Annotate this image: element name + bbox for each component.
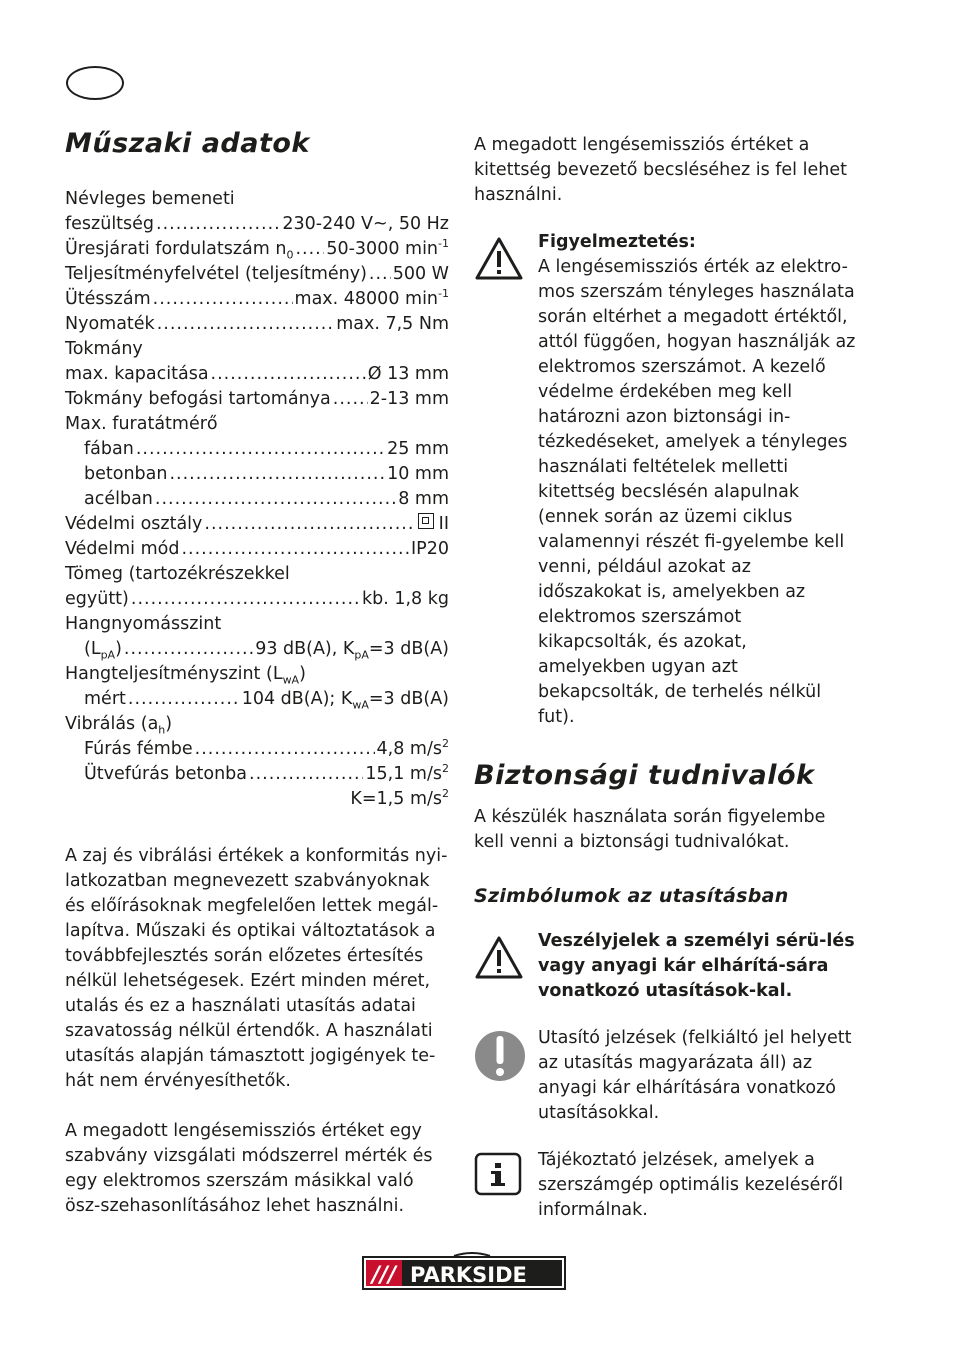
spec-row-vibration-hammer: Ütvefúrás betonba ..... 15,1 $m/s^2$ (65, 762, 449, 787)
spec-drill-label: Max. furatátmérő (65, 414, 218, 434)
spec-row-power: Teljesítményfelvétel (teljesítmény) ..... 500 W (65, 262, 449, 287)
svg-text:PARKSIDE: PARKSIDE (410, 1263, 527, 1287)
spec-row-weight: együtt) ..... kb. 1,8 kg (65, 587, 449, 612)
conformity-paragraph: A zaj és vibrálási értékek a konformitás nyi-latkozatban megnevezett szabványoknak és előírásoknak megfelelően lettek megál-lapítva. Műszaki és optikai változtatások a továbbfejlesztés során előzetes értesítés nélkül lehetségesek. Ezért minden méret, utalás és ez a használati utasítás adatai szavatosság nélkül értendők. A használati utasítás alapján támasztott jogigények te-hát nem érvényesíthetők. (65, 846, 448, 1091)
mandatory-symbol-row (474, 1026, 858, 1126)
right-column (474, 120, 858, 1223)
spec-row-sound-pressure: $(L_{pA})$ ..... 93 dB(A), $K_{pA}=3$ dB(A) (65, 637, 449, 662)
spec-sound-power-label: Hangteljesítményszint $(L_{wA})$ (65, 664, 306, 687)
spec-weight-label: Tömeg (tartozékrészekkel (65, 564, 290, 584)
warning-text: A lengésemissziós érték az elektro-mos szerszám tényleges használata során eltérhet a megadott értéktől, attól függően, hogyan használják az elektromos szerszámot. A kezelő védelme érdekében meg kell határozni azon biztonsági in-tézkedéseket, amelyek a tényleges használati feltételek melletti kitettség becslésén alapulnak (ennek során az üzemi ciklus valamennyi részét fi-gyelembe kell venni, például azokat az időszakokat is, amelyekben az elektromos szerszámot kikapcsolták, és azokat, amelyekben ugyan azt bekapcsolták, de terhelés nélkül fut). (538, 257, 856, 727)
info-symbol-text: Tájékoztató jelzések, amelyek a szerszámgép optimális kezeléséről informálnak. (538, 1150, 844, 1220)
danger-triangle-icon (474, 929, 538, 1004)
spec-row-wood: fában ..... 25 mm (65, 437, 449, 462)
info-icon (474, 1148, 538, 1223)
vibration-comparison-paragraph: A megadott lengésemissziós értéket egy szabvány vizsgálati módszerrel mérték és egy elektromos szerszám másikkal való ösz-szehasonlításához lehet használni. (65, 1121, 433, 1216)
spec-row-steel: acélban ..... 8 mm (65, 487, 449, 512)
technical-data-title: Műszaki adatok (65, 128, 310, 159)
spec-row-chuck-capacity: max. kapacitása ..... Ø 13 mm (65, 362, 449, 387)
danger-symbol-row (474, 929, 858, 1004)
info-symbol-row (474, 1148, 858, 1223)
spec-row-protection-mode: Védelmi mód ..... IP20 (65, 537, 449, 562)
danger-symbol-text: Veszélyjelek a személyi sérü-lés vagy anyagi kár elhárítá-sára vonatkozó utasítások-kal. (538, 931, 855, 1001)
spec-row-vibration-metal: Fúrás fémbe ..... 4,8 $m/s^2$ (65, 737, 449, 762)
spec-chuck-label: Tokmány (65, 339, 143, 359)
double-insulation-icon (418, 513, 434, 529)
vibration-warning (474, 230, 858, 730)
spec-vibration-uncertainty: K=1,5 $m/s^2$ (350, 787, 449, 809)
spec-list (65, 187, 449, 812)
safety-intro: A készülék használata során figyelembe kell venni a biztonsági tudnivalókat. (474, 807, 826, 852)
spec-row-torque: Nyomaték ..... max. 7,5 Nm (65, 312, 449, 337)
spec-row-impact-rate: Ütésszám ..... max. 48000 $\min^{-1}$ (65, 287, 449, 312)
spec-row-sound-power: mért ..... 104 dB(A); $K_{wA}=3$ dB(A) (65, 687, 449, 712)
spec-row-concrete: betonban ..... 10 mm (65, 462, 449, 487)
spec-row-voltage: feszültség ..... 230-240 V~, 50 Hz (65, 212, 449, 237)
svg-text:///: /// (372, 1263, 397, 1288)
spec-row-protection-class: Védelmi osztály ..... II (65, 512, 449, 537)
language-badge (66, 66, 124, 100)
spec-row-idle-speed: Üresjárati fordulatszám $n_0$ ..... 50-3000 $\min^{-1}$ (65, 237, 449, 262)
parkside-logo (362, 1252, 566, 1290)
spec-nominal-label: Névleges bemeneti (65, 189, 235, 209)
spec-vibration-label: Vibrálás $(a_h)$ (65, 714, 173, 737)
mandatory-exclamation-icon (474, 1026, 538, 1126)
mandatory-symbol-text: Utasító jelzések (felkiáltó jel helyett az utasítás magyarázata áll) az anyagi kár elhárítására vonatkozó utasításokkal. (538, 1028, 852, 1123)
symbols-title: Szimbólumok az utasításban (474, 885, 789, 907)
exposure-paragraph: A megadott lengésemissziós értéket a kitettség bevezető becsléséhez is fel lehet használni. (474, 135, 847, 205)
spec-row-chuck-range: Tokmány befogási tartománya ..... 2-13 mm (65, 387, 449, 412)
left-column (65, 120, 449, 1219)
spec-sound-pressure-label: Hangnyomásszint (65, 614, 222, 634)
safety-title: Biztonsági tudnivalók (474, 760, 815, 791)
warning-title: Figyelmeztetés: (538, 232, 696, 252)
warning-triangle-icon (474, 230, 538, 730)
